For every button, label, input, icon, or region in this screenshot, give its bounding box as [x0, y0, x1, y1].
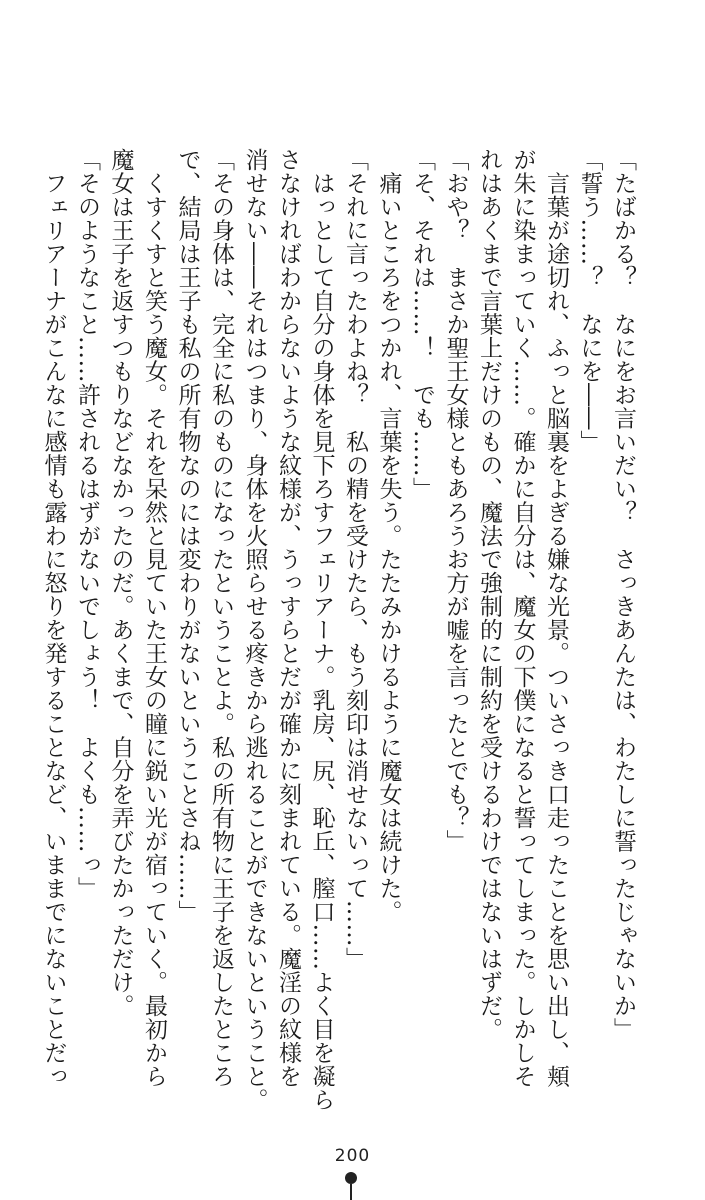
text-line: 「その身体は、完全に私のものになったということよ。私の所有物に王子を返したところ	[208, 148, 234, 1088]
text-line: 痛いところをつかれ、言葉を失う。たたみかけるように魔女は続けた。	[375, 148, 402, 924]
text-line: さなければわからないような紋様が、うっすらとだが確かに刻まれている。魔淫の紋様を	[275, 148, 301, 1088]
text-line: フェリアーナがこんなに感情も露わに怒りを発することなど、いままでにないことだっ	[40, 148, 67, 1088]
text-line: で、結局は王子も私の所有物なのには変わりがないということさね……」	[174, 148, 201, 924]
text-line: 「たばかる？ なにをお言いだい？ さっきあんたは、わたしに誓ったじゃないか」	[610, 148, 636, 1041]
text-line: 「誓う……？ なにを――」	[576, 148, 603, 454]
text-line: 「そ、それは……！ でも……」	[409, 148, 435, 501]
text-line: 「おや？ まさか聖王女様ともあろうお方が嘘を言ったとでも？」	[442, 148, 469, 853]
text-line: が朱に染まっていく……。確かに自分は、魔女の下僕になると誓ってしまった。しかしそ	[509, 148, 536, 1088]
text-line: くすくすと笑う魔女。それを呆然と見ていた王女の瞳に鋭い光が宿っていく。最初から	[141, 148, 167, 1088]
page-marker-dot	[345, 1172, 357, 1184]
page-marker-line	[350, 1184, 352, 1200]
page-number: 200	[334, 1146, 371, 1166]
text-line: 「そのようなこと……許されるはずがないでしょう！ よくも……っ」	[74, 148, 100, 900]
vertical-text-body	[40, 148, 639, 1112]
text-line: 「それに言ったわよね？ 私の精を受けたら、もう刻印は消せないって……」	[342, 148, 368, 971]
text-line: れはあくまで言葉上だけのもの、魔法で強制的に制約を受けるわけではないはずだ。	[476, 148, 502, 1041]
text-line: はっとして自分の身体を見下ろすフェリアーナ。乳房、尻、恥丘、膣口……よく目を凝ら	[308, 148, 335, 1112]
text-line: 言葉が途切れ、ふっと脳裏をよぎる嫌な光景。ついさっき口走ったことを思い出し、頬	[543, 148, 569, 1088]
text-line: 魔女は王子を返すつもりなどなかったのだ。あくまで、自分を弄びたかっただけ。	[107, 148, 134, 1018]
text-line: 消せない――それはつまり、身体を火照らせる疼きから逃れることができないということ。	[241, 148, 268, 1112]
